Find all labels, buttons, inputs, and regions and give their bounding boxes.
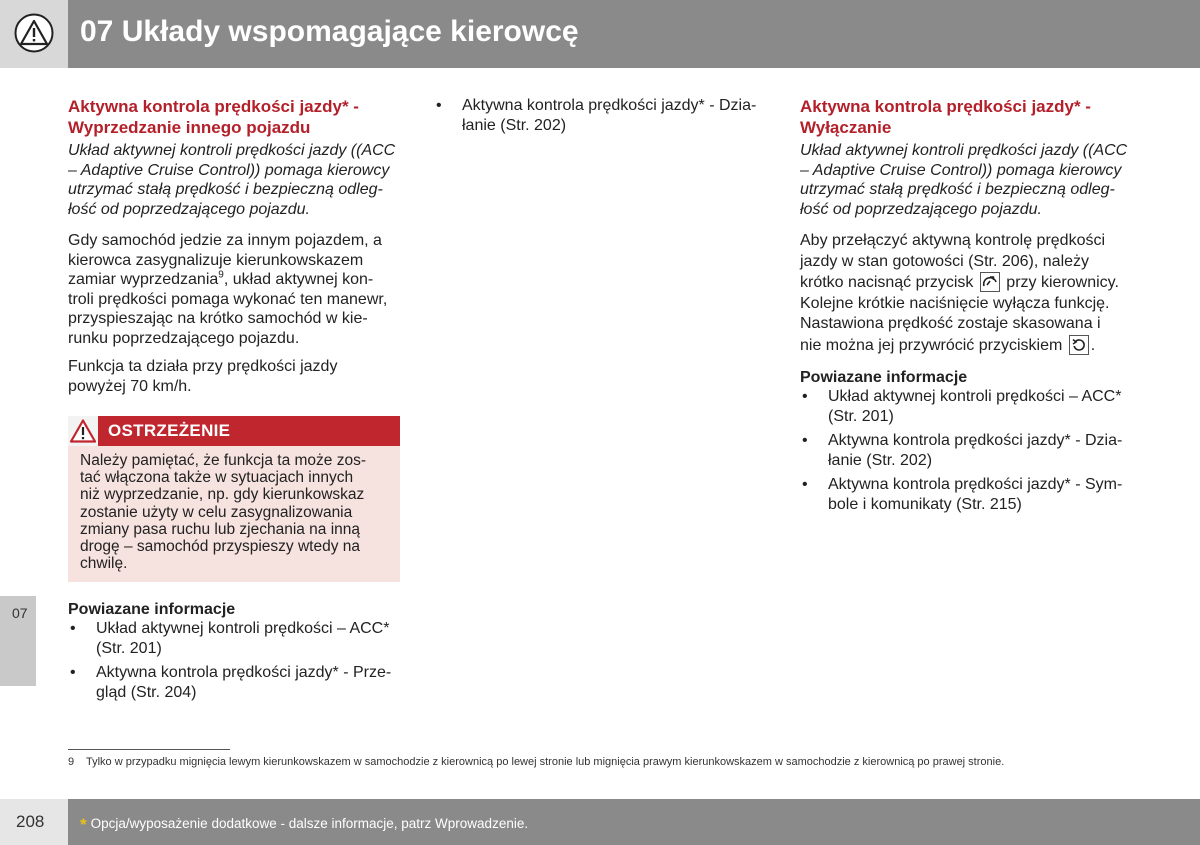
text-line: Kolejne krótkie naciśnięcie wyłącza funkcję.	[800, 294, 1110, 312]
warning-triangle-icon	[70, 419, 96, 443]
warning-text	[68, 446, 400, 572]
text-line: (Str. 201)	[828, 407, 894, 425]
option-star-icon: *	[80, 815, 87, 834]
text-line: krótko nacisnąć przycisk	[800, 274, 974, 291]
warning-triangle-icon	[14, 13, 54, 53]
heading-line: Aktywna kontrola prędkości jazdy* -	[800, 97, 1091, 116]
text-line: Należy pamiętać, że funkcja ta może zos-	[80, 452, 367, 469]
page-title: 07 Układy wspomagające kierowcę	[80, 15, 579, 48]
text-line: utrzymać stałą prędkość i bezpieczną odleg-	[800, 181, 1115, 198]
text-line: tać włączona także w sytuacjach innych	[80, 469, 354, 487]
column-2	[434, 96, 770, 135]
section-heading-switch-off	[800, 96, 1132, 138]
speedometer-standby-icon	[980, 272, 1000, 292]
text-line: łanie (Str. 202)	[462, 116, 567, 134]
text-line: Układ aktywnej kontroli prędkości jazdy ((ACC	[68, 142, 396, 159]
text-line: .	[1090, 336, 1096, 354]
footnote	[68, 756, 1004, 768]
footnote-ref: 9	[218, 269, 224, 281]
text-line: gląd (Str. 204)	[96, 683, 197, 701]
resume-arrow-icon	[1069, 335, 1089, 355]
related-info-list	[68, 619, 400, 702]
chapter-side-tab-label: 07	[12, 605, 28, 621]
footnote-text: Tylko w przypadku mignięcia lewym kierunkowskazem w samochodzie z kierownicą po lewej stronie lub mignięcia prawym kierunkowskazem w samochodzie z kierownicą po prawej stronie.	[86, 756, 1005, 768]
body-paragraph	[68, 231, 400, 348]
text-line: przyspieszając na krótko samochód w kie-	[68, 310, 368, 327]
header-icon-box	[0, 0, 68, 68]
footnote-number: 9	[68, 756, 75, 768]
text-line: Aktywna kontrola prędkości jazdy* - Prze-	[96, 664, 392, 682]
related-link[interactable]	[68, 663, 400, 702]
text-line: kierowca zasygnalizuje kierunkowskazem	[68, 251, 364, 269]
text-line: – Adaptive Cruise Control)) pomaga kierowcy	[68, 161, 390, 179]
text-line: troli prędkości pomaga wykonać ten manewr,	[68, 290, 388, 308]
section-heading-overtaking	[68, 96, 400, 138]
text-line: powyżej 70 km/h.	[68, 377, 192, 395]
warning-title: OSTRZEŻENIE	[108, 421, 231, 440]
text-line: jazdy w stan gotowości (Str. 206), należy	[800, 252, 1090, 270]
warning-box	[68, 416, 400, 582]
text-line: Układ aktywnej kontroli prędkości jazdy ((ACC	[800, 142, 1128, 159]
related-link[interactable]	[800, 387, 1132, 426]
text-line: – Adaptive Cruise Control)) pomaga kierowcy	[800, 161, 1122, 179]
text-line: łość od poprzedzającego pojazdu.	[800, 200, 1042, 218]
body-paragraph	[800, 231, 1132, 356]
text-line: Nastawiona prędkość zostaje skasowana i	[800, 315, 1101, 332]
heading-line: Wyłączanie	[800, 118, 892, 137]
text-line: drogę – samochód przyspieszy wtedy na	[80, 538, 361, 556]
related-link[interactable]	[68, 619, 400, 658]
related-info-title: Powiazane informacje	[68, 601, 236, 619]
text-line: Układ aktywnej kontroli prędkości – ACC*	[828, 388, 1122, 405]
intro-paragraph	[800, 141, 1132, 219]
warning-icon-box	[68, 416, 98, 446]
text-line: Aktywna kontrola prędkości jazdy* - Dzia-	[828, 432, 1123, 449]
page-number: 208	[16, 812, 45, 831]
text-line: łanie (Str. 202)	[828, 451, 933, 469]
body-paragraph	[68, 357, 400, 396]
warning-header	[68, 416, 400, 446]
text-line: runku poprzedzającego pojazdu.	[68, 329, 300, 347]
text-line: Gdy samochód jedzie za innym pojazdem, a	[68, 232, 382, 249]
related-info-list	[434, 96, 770, 135]
related-link[interactable]	[800, 431, 1132, 470]
related-link[interactable]	[800, 475, 1132, 514]
text-line: Aby przełączyć aktywną kontrolę prędkości	[800, 232, 1106, 249]
text-line: łość od poprzedzającego pojazdu.	[68, 200, 310, 218]
text-line: zamiar wyprzedzania	[68, 271, 219, 288]
text-line: (Str. 201)	[96, 639, 162, 657]
heading-line: Aktywna kontrola prędkości jazdy* -	[68, 97, 359, 116]
column-3	[800, 96, 1132, 514]
text-line: nie można jej przywrócić przyciskiem	[800, 336, 1063, 354]
text-line: niż wyprzedzanie, np. gdy kierunkowskaz	[80, 486, 365, 504]
text-line: bole i komunikaty (Str. 215)	[828, 495, 1022, 513]
footer-note	[80, 815, 528, 835]
text-line: przy kierownicy.	[1006, 274, 1119, 291]
intro-paragraph	[68, 141, 400, 219]
text-line: Funkcja ta działa przy prędkości jazdy	[68, 358, 338, 375]
text-line: , układ aktywnej kon-	[223, 271, 374, 288]
text-line: Układ aktywnej kontroli prędkości – ACC*	[96, 620, 390, 638]
heading-line: Wyprzedzanie innego pojazdu	[68, 118, 311, 137]
related-info-list	[800, 387, 1132, 514]
related-info-title: Powiazane informacje	[800, 369, 968, 386]
related-link[interactable]	[434, 96, 770, 135]
footer-note-text: Opcja/wyposażenie dodatkowe - dalsze informacje, patrz Wprowadzenie.	[90, 816, 529, 831]
footnote-rule	[68, 749, 230, 750]
column-1	[68, 96, 400, 702]
text-line: Aktywna kontrola prędkości jazdy* - Sym-	[828, 476, 1123, 493]
text-line: Aktywna kontrola prędkości jazdy* - Dzia-	[462, 97, 757, 114]
text-line: zostanie użyty w celu zasygnalizowania	[80, 503, 353, 521]
page-header	[0, 0, 1200, 68]
text-line: utrzymać stałą prędkość i bezpieczną odleg-	[68, 181, 383, 198]
text-line: chwilę.	[80, 555, 128, 573]
text-line: zmiany pasa ruchu lub zjechania na inną	[80, 520, 361, 538]
